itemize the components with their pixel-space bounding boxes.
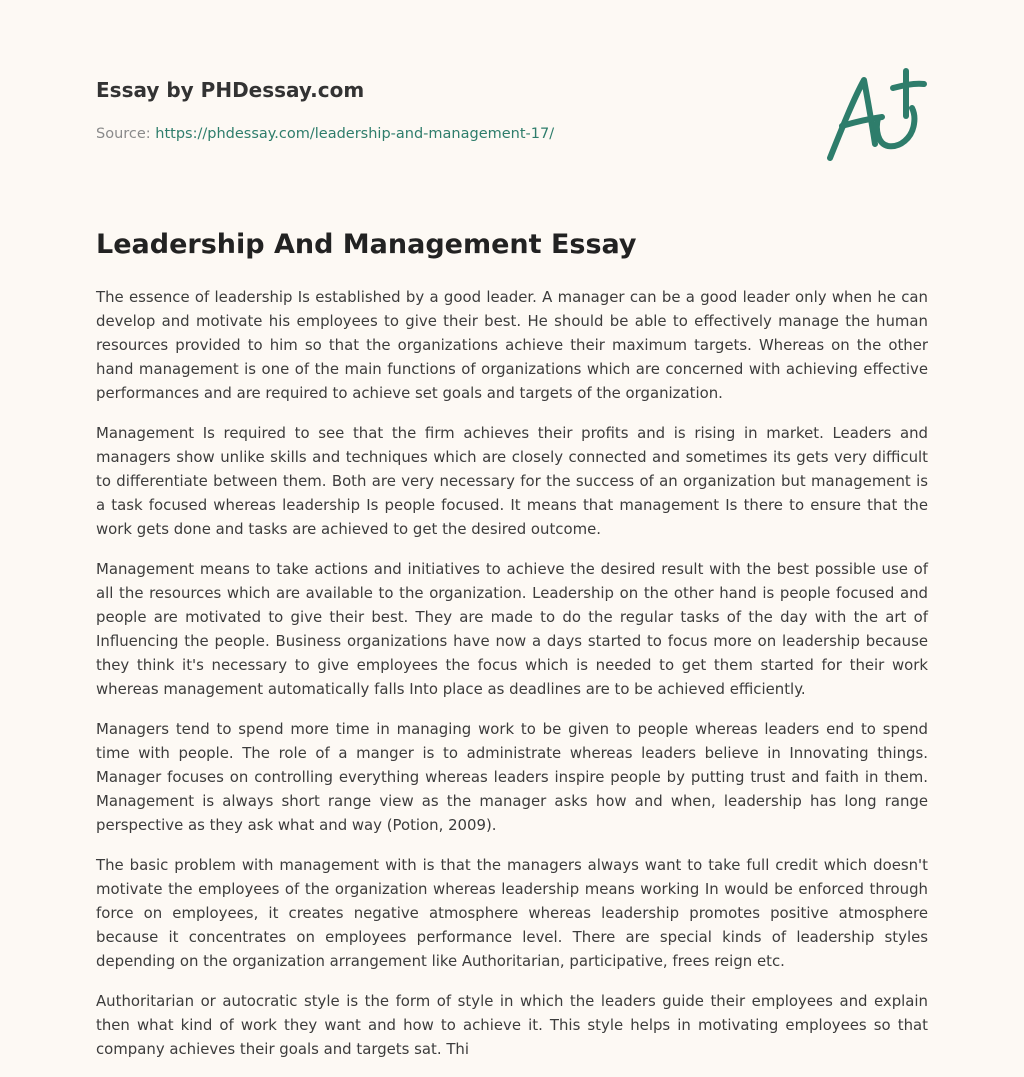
essay-title: Leadership And Management Essay <box>96 229 637 260</box>
essay-paragraph: The essence of leadership Is established by a good leader. A manager can be a good leader only when he can develop and motivate his employees to give their best. He should be able to effectively manage the human resources provided to him so that the organizations achieve their maximum targets. Whereas on the other hand management is one of the main functions of organizations which are concerned with achieving effective performances and are required to achieve set goals and targets of the organization. <box>96 288 928 402</box>
essay-paragraph: Authoritarian or autocratic style is the form of style in which the leaders guide their employees and explain then what kind of work they want and how to achieve it. This style helps in motivating employees so that company achieves their goals and targets sat. Thi <box>96 992 928 1058</box>
site-title: Essay by PHDessay.com <box>96 78 365 102</box>
source-link[interactable]: https://phdessay.com/leadership-and-management-17/ <box>155 126 555 142</box>
source-line <box>96 124 796 144</box>
essay-paragraph: Management Is required to see that the firm achieves their profits and is rising in market. Leaders and managers show unlike skills and techniques which are closely connected and sometimes its gets very difficult to differentiate between them. Both are very necessary for the success of an organization but management is a task focused whereas leadership Is people focused. It means that management Is there to ensure that the work gets done and tasks are achieved to get the desired outcome. <box>96 424 928 538</box>
essay-paragraph: Managers tend to spend more time in managing work to be given to people whereas leaders end to spend time with people. The role of a manger is to administrate whereas leaders believe in Innovating things. Manager focuses on controlling everything whereas leaders inspire people by putting trust and faith in them. Management is always short range view as the manager asks how and when, leadership has long range perspective as they ask what and way (Potion, 2009). <box>96 720 928 834</box>
essay-header <box>96 76 796 144</box>
a-plus-logo-icon <box>820 66 930 166</box>
essay-paragraph: The basic problem with management with is that the managers always want to take full credit which doesn't motivate the employees of the organization whereas leadership means working In would be enforced through force on employees, it creates negative atmosphere whereas leadership promotes positive atmosphere because it concentrates on employees performance level. There are special kinds of leadership styles depending on the organization arrangement like Authoritarian, participative, frees reign etc. <box>96 856 928 970</box>
essay-body <box>96 285 928 1077</box>
essay-paragraph: Management means to take actions and initiatives to achieve the desired result with the best possible use of all the resources which are available to the organization. Leadership on the other hand is people focused and people are motivated to give their best. They are made to do the regular tasks of the day with the art of Influencing the people. Business organizations have now a days started to focus more on leadership because they think it's necessary to give employees the focus which is needed to get them started for their work whereas management automatically falls Into place as deadlines are to be achieved efficiently. <box>96 560 928 698</box>
source-label: Source: <box>96 126 156 142</box>
